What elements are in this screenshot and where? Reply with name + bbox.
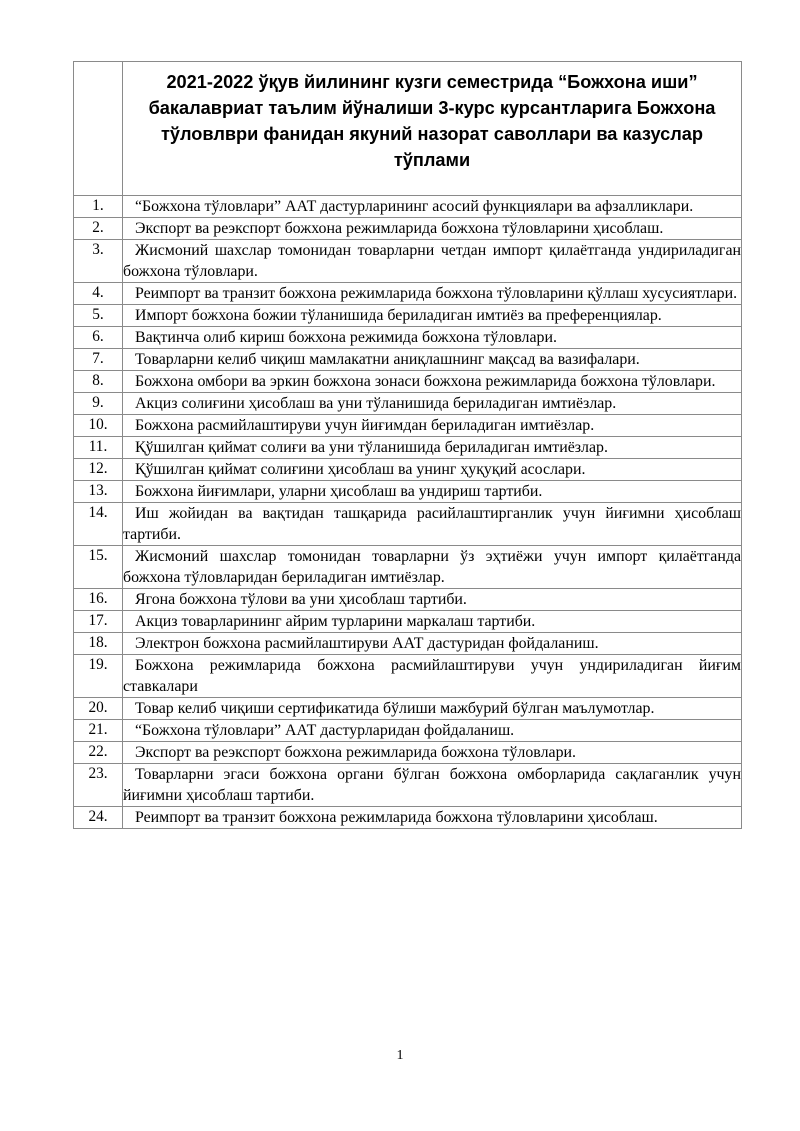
question-number: 10. [74, 415, 123, 437]
question-text: Божхона омбори ва эркин божхона зонаси божхона режимларида божхона тўловлари. [123, 371, 742, 393]
question-number: 3. [74, 240, 123, 283]
question-text: Қўшилган қиймат солиғини ҳисоблаш ва унинг ҳуқуқий асослари. [123, 459, 742, 481]
table-row [74, 481, 742, 503]
table-row [74, 655, 742, 698]
table-row [74, 764, 742, 807]
question-number: 5. [74, 305, 123, 327]
question-number: 13. [74, 481, 123, 503]
question-text: Товарларни эгаси божхона органи бўлган божхона омборларида сақлаганлик учун йиғимни ҳисоблаш тартиби. [123, 764, 742, 807]
table-row [74, 283, 742, 305]
question-text: Реимпорт ва транзит божхона режимларида божхона тўловларини ҳисоблаш. [123, 807, 742, 829]
table-row [74, 196, 742, 218]
question-text: Божхона режимларида божхона расмийлаштируви учун ундириладиган йиғим ставкалари [123, 655, 742, 698]
question-text: Божхона расмийлаштируви учун йиғимдан бериладиган имтиёзлар. [123, 415, 742, 437]
question-text: Жисмоний шахслар томонидан товарларни четдан импорт қилаётганда ундириладиган божхона тўловлари. [123, 240, 742, 283]
question-text: Иш жойидан ва вақтидан ташқарида расийлаштирганлик учун йиғимни ҳисоблаш тартиби. [123, 503, 742, 546]
table-row [74, 393, 742, 415]
question-text: “Божхона тўловлари” ААТ дастурларининг асосий функциялари ва афзалликлари. [123, 196, 742, 218]
question-number: 18. [74, 633, 123, 655]
question-number: 21. [74, 720, 123, 742]
table-row [74, 218, 742, 240]
page-number: 1 [396, 1048, 404, 1063]
table-row [74, 459, 742, 481]
page-title: 2021-2022 ўқув йилининг кузги семестрида “Божхона иши” бакалавриат таълим йўналиши 3-курс курсантларига Божхона тўловлври фанидан якуний назорат саволлари ва казуслар тўплами [148, 72, 716, 170]
question-number: 24. [74, 807, 123, 829]
question-text: Божхона йиғимлари, уларни ҳисоблаш ва ундириш тартиби. [123, 481, 742, 503]
table-row [74, 589, 742, 611]
question-number: 22. [74, 742, 123, 764]
question-text: Электрон божхона расмийлаштируви ААТ дастуридан фойдаланиш. [123, 633, 742, 655]
question-number: 9. [74, 393, 123, 415]
table-row [74, 742, 742, 764]
question-text: Акциз товарларининг айрим турларини маркалаш тартиби. [123, 611, 742, 633]
question-number: 6. [74, 327, 123, 349]
question-text: Экспорт ва реэкспорт божхона режимларида божхона тўловларини ҳисоблаш. [123, 218, 742, 240]
table-row [74, 633, 742, 655]
question-number: 8. [74, 371, 123, 393]
question-text: Жисмоний шахслар томонидан товарларни ўз эҳтиёжи учун импорт қилаётганда божхона тўловларидан бериладиган имтиёзлар. [123, 546, 742, 589]
table-row [74, 807, 742, 829]
question-number: 15. [74, 546, 123, 589]
question-number: 1. [74, 196, 123, 218]
table-row [74, 698, 742, 720]
header-empty-cell [74, 62, 123, 196]
question-number: 20. [74, 698, 123, 720]
question-number: 19. [74, 655, 123, 698]
question-number: 7. [74, 349, 123, 371]
table-row [74, 349, 742, 371]
question-number: 2. [74, 218, 123, 240]
question-number: 11. [74, 437, 123, 459]
question-number: 23. [74, 764, 123, 807]
question-text: Қўшилган қиймат солиғи ва уни тўланишида бериладиган имтиёзлар. [123, 437, 742, 459]
table-row [74, 371, 742, 393]
question-text: Вақтинча олиб кириш божхона режимида божхона тўловлари. [123, 327, 742, 349]
table-row [74, 305, 742, 327]
question-text: “Божхона тўловлари” ААТ дастурларидан фойдаланиш. [123, 720, 742, 742]
table-row [74, 327, 742, 349]
question-number: 17. [74, 611, 123, 633]
question-text: Товар келиб чиқиши сертификатида бўлиши мажбурий бўлган маълумотлар. [123, 698, 742, 720]
questions-table [73, 61, 742, 829]
question-text: Импорт божхона божии тўланишида бериладиган имтиёз ва преференциялар. [123, 305, 742, 327]
question-number: 14. [74, 503, 123, 546]
question-text: Ягона божхона тўлови ва уни ҳисоблаш тартиби. [123, 589, 742, 611]
table-row [74, 546, 742, 589]
question-number: 12. [74, 459, 123, 481]
question-text: Реимпорт ва транзит божхона режимларида божхона тўловларини қўллаш хусусиятлари. [123, 283, 742, 305]
table-row [74, 611, 742, 633]
table-row [74, 437, 742, 459]
table-row [74, 415, 742, 437]
header-title-cell [123, 62, 742, 196]
table-row [74, 240, 742, 283]
question-text: Акциз солиғини ҳисоблаш ва уни тўланишида бериладиган имтиёзлар. [123, 393, 742, 415]
question-text: Экспорт ва реэкспорт божхона режимларида божхона тўловлари. [123, 742, 742, 764]
table-row [74, 720, 742, 742]
table-header-row [74, 62, 742, 196]
question-text: Товарларни келиб чиқиш мамлакатни аниқлашнинг мақсад ва вазифалари. [123, 349, 742, 371]
question-number: 4. [74, 283, 123, 305]
table-row [74, 503, 742, 546]
question-number: 16. [74, 589, 123, 611]
